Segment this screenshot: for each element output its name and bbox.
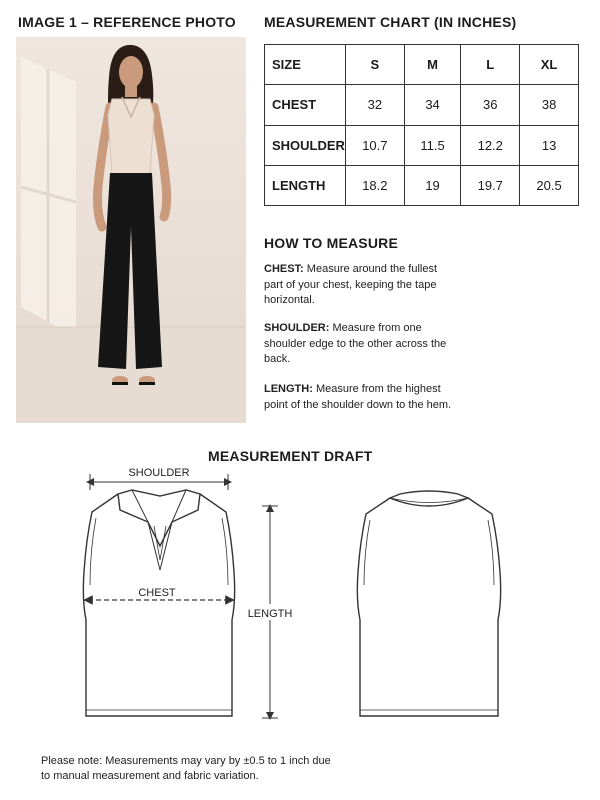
size-header-cell: SIZE xyxy=(265,45,346,85)
term-length: LENGTH: xyxy=(264,383,313,395)
size-l-cell: L xyxy=(461,45,520,85)
front-garment-sketch xyxy=(83,490,234,716)
desc-length: Measure from the highest point of the shoulder down to the hem. xyxy=(264,383,452,411)
term-chest: CHEST: xyxy=(264,263,304,275)
model-illustration xyxy=(16,37,246,423)
size-xl-cell: XL xyxy=(520,45,579,85)
table-header-row xyxy=(265,45,579,85)
table-cell: 36 xyxy=(461,85,520,125)
row-label-shoulder: SHOULDER xyxy=(265,125,346,165)
table-cell: 38 xyxy=(520,85,579,125)
back-garment-sketch xyxy=(357,491,500,716)
table-cell: 19.7 xyxy=(461,165,520,205)
row-label-length: LENGTH xyxy=(265,165,346,205)
table-cell: 10.7 xyxy=(345,125,404,165)
chart-heading: MEASUREMENT CHART (IN INCHES) xyxy=(264,14,517,30)
table-cell: 19 xyxy=(404,165,461,205)
shoulder-label: SHOULDER xyxy=(128,467,190,479)
table-row xyxy=(265,85,579,125)
table-cell: 34 xyxy=(404,85,461,125)
table-cell: 13 xyxy=(520,125,579,165)
photo-heading: IMAGE 1 – REFERENCE PHOTO xyxy=(18,14,236,30)
how-to-length xyxy=(264,382,454,413)
size-chart-table xyxy=(264,44,579,206)
measurement-draft-diagram xyxy=(0,460,600,750)
table-cell: 18.2 xyxy=(345,165,404,205)
table-row xyxy=(265,165,579,205)
how-to-heading: HOW TO MEASURE xyxy=(264,235,398,251)
size-s-cell: S xyxy=(345,45,404,85)
how-to-chest xyxy=(264,262,454,309)
table-row xyxy=(265,125,579,165)
desc-shoulder: Measure from one shoulder edge to the other across the back. xyxy=(264,322,447,365)
table-cell: 32 xyxy=(345,85,404,125)
chest-label: CHEST xyxy=(138,587,176,599)
table-cell: 11.5 xyxy=(404,125,461,165)
footnote: Please note: Measurements may vary by ±0.5 to 1 inch due to manual measurement and fabric variation. xyxy=(41,755,331,782)
row-label-chest: CHEST xyxy=(265,85,346,125)
table-cell: 12.2 xyxy=(461,125,520,165)
how-to-shoulder xyxy=(264,321,454,368)
table-cell: 20.5 xyxy=(520,165,579,205)
length-label: LENGTH xyxy=(247,608,293,620)
desc-chest: Measure around the fullest part of your chest, keeping the tape horizontal. xyxy=(264,263,438,306)
size-m-cell: M xyxy=(404,45,461,85)
term-shoulder: SHOULDER: xyxy=(264,322,330,334)
reference-photo xyxy=(16,37,246,423)
draft-heading: MEASUREMENT DRAFT xyxy=(208,448,373,464)
